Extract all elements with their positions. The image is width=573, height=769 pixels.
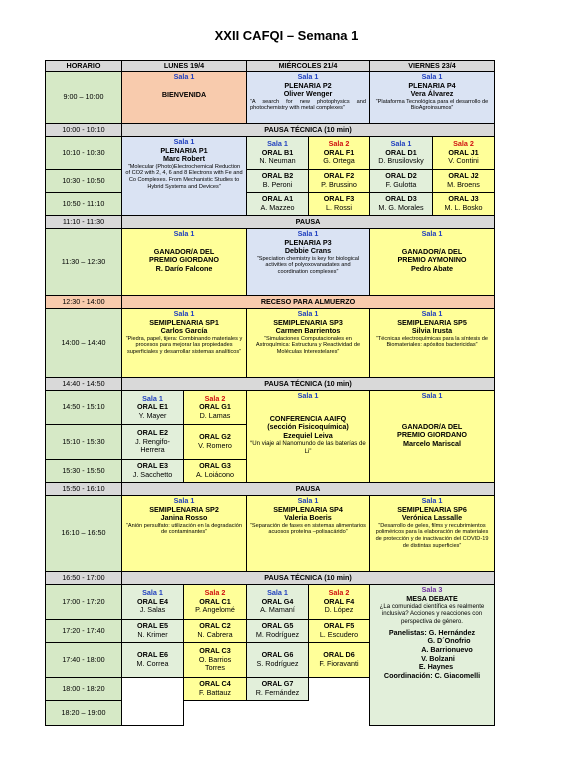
time-cell: 15:30 - 15:50 xyxy=(45,459,122,483)
oral-talk: ORAL C2 N. Cabrera xyxy=(183,619,247,643)
oral-talk: ORAL C4 F. Battauz xyxy=(183,677,247,701)
session-semiplenary-sp6: Sala 1 SEMIPLENARIA SP6 Verónica Lassalle “Desarrollo de geles, films y recubrimientos poliméricos para la elaboración de materiales de protección y de inactivación del COVID-19 de distintas superficies” xyxy=(369,495,495,572)
time-cell: 14:00 – 14:40 xyxy=(45,308,122,378)
time-cell: 17:40 - 18:00 xyxy=(45,642,122,678)
session-semiplenary-sp3: Sala 1 SEMIPLENARIA SP3 Carmen Barrientos “Simulaciones Computacionales en Astroquímica: Estructura y Reactividad de Moléculas Interestelares” xyxy=(246,308,370,378)
time-cell: 9:00 – 10:00 xyxy=(45,71,122,124)
header-viernes: VIERNES 23/4 xyxy=(369,60,495,72)
session-round-table: Sala 3 MESA DEBATE ¿La comunidad científica es realmente inclusiva? Acciones y reacciones con perspectiva de género. Panelistas: G. Hernández G. D´Onofrio A. Barrionuevo V. Bolzani E. Haynes Coordinación: C. Giacomelli xyxy=(369,584,495,726)
empty-cell xyxy=(121,677,184,726)
break-band: PAUSA TÉCNICA (10 min) xyxy=(121,377,495,391)
oral-talk: ORAL B2 B. Peroni xyxy=(246,169,309,193)
oral-talk: ORAL G5 M. Rodríguez xyxy=(246,619,309,643)
header-miercoles: MIÉRCOLES 21/4 xyxy=(246,60,370,72)
session-semiplenary-sp2: Sala 1 SEMIPLENARIA SP2 Janina Rosso “Anión persulfato: utilización en la degradación de contaminantes” xyxy=(121,495,247,572)
session-welcome: Sala 1 BIENVENIDA xyxy=(121,71,247,124)
oral-talk: ORAL D6 F. Fioravanti xyxy=(308,642,370,678)
session-semiplenary-sp5: Sala 1 SEMIPLENARIA SP5 Silvia Irusta “Técnicas electroquímicas para la síntesis de Biomateriales: apósitos bactericidas” xyxy=(369,308,495,378)
oral-talk: ORAL C3 O. Barrios Torres xyxy=(183,642,247,678)
oral-talk: ORAL J2 M. Broens xyxy=(432,169,495,193)
session-award-aymonino: Sala 1 GANADOR/A DEL PREMIO AYMONINO Pedro Abate xyxy=(369,228,495,296)
time-cell: 15:50 - 16:10 xyxy=(45,482,122,496)
oral-talk: Sala 1 ORAL D1 D. Brusilovsky xyxy=(369,136,433,170)
break-band: PAUSA TÉCNICA (10 min) xyxy=(121,123,495,137)
break-band: PAUSA xyxy=(121,215,495,229)
session-plenary-p1: Sala 1 PLENARIA P1 Marc Robert “Molecular (Photo)Electrochemical Reduction of CO2 with 2, 4, 6 and 8 Electrons with Fe and Co Complexes. From Mechanistic Studies to Hybrid Systems and Devices” xyxy=(121,136,247,216)
session-plenary-p4: Sala 1 PLENARIA P4 Vera Álvarez “Plataforma Tecnológica para el desarrollo de BioAgroinsumos” xyxy=(369,71,495,124)
oral-talk: Sala 2 ORAL F1 G. Ortega xyxy=(308,136,370,170)
oral-talk: Sala 1 ORAL G4 A. Mamaní xyxy=(246,584,309,620)
oral-talk: ORAL G7 R. Fernández xyxy=(246,677,309,701)
session-award-giordano: Sala 1 GANADOR/A DEL PREMIO GIORDANO R. Darío Falcone xyxy=(121,228,247,296)
oral-talk: Sala 2 ORAL F4 D. López xyxy=(308,584,370,620)
session-conference-aaifq: Sala 1 CONFERENCIA AAIFQ (sección Fisicoquímica) Ezequiel Leiva “Un viaje al Nanomundo de las baterías de Li” xyxy=(246,390,370,483)
time-cell: 16:10 – 16:50 xyxy=(45,495,122,572)
session-semiplenary-sp4: Sala 1 SEMIPLENARIA SP4 Valeria Boeris “Separación de fases en sistemas alimentarios acuosos proteína –polisacárido” xyxy=(246,495,370,572)
break-band: PAUSA xyxy=(121,482,495,496)
time-cell: 12:30 - 14:00 xyxy=(45,295,122,309)
header-lunes: LUNES 19/4 xyxy=(121,60,247,72)
time-cell: 16:50 - 17:00 xyxy=(45,571,122,585)
oral-talk: Sala 2 ORAL G1 D. Lamas xyxy=(183,390,247,425)
time-cell: 14:50 - 15:10 xyxy=(45,390,122,425)
oral-talk: ORAL D3 M. G. Morales xyxy=(369,192,433,216)
oral-talk: ORAL J3 M. L. Bosko xyxy=(432,192,495,216)
time-cell: 10:10 - 10:30 xyxy=(45,136,122,170)
time-cell: 14:40 - 14:50 xyxy=(45,377,122,391)
oral-talk: ORAL F2 P. Brussino xyxy=(308,169,370,193)
lunch-band: RECESO PARA ALMUERZO xyxy=(121,295,495,309)
oral-talk: ORAL D2 F. Gulotta xyxy=(369,169,433,193)
oral-talk: ORAL E6 M. Correa xyxy=(121,642,184,678)
oral-talk: ORAL G6 S. Rodríguez xyxy=(246,642,309,678)
time-cell: 17:20 - 17:40 xyxy=(45,619,122,643)
time-cell: 18:20 – 19:00 xyxy=(45,700,122,726)
time-cell: 15:10 - 15:30 xyxy=(45,424,122,460)
oral-talk: ORAL E5 N. Krimer xyxy=(121,619,184,643)
page-title: XXII CAFQI – Semana 1 xyxy=(214,28,359,43)
header-horario: HORARIO xyxy=(45,60,122,72)
time-cell: 18:00 - 18:20 xyxy=(45,677,122,701)
oral-talk: Sala 1 ORAL B1 N. Neuman xyxy=(246,136,309,170)
oral-talk: ORAL G3 A. Loiácono xyxy=(183,459,247,483)
oral-talk: ORAL E2 J. Rengifo- Herrera xyxy=(121,424,184,460)
session-award-giordano-2: Sala 1 GANADOR/A DEL PREMIO GIORDANO Marcelo Mariscal xyxy=(369,390,495,483)
time-cell: 10:30 - 10:50 xyxy=(45,169,122,193)
oral-talk: ORAL F3 L. Rossi xyxy=(308,192,370,216)
oral-talk: Sala 1 ORAL E1 Y. Mayer xyxy=(121,390,184,425)
oral-talk: ORAL E3 J. Sacchetto xyxy=(121,459,184,483)
oral-talk: Sala 2 ORAL J1 V. Contini xyxy=(432,136,495,170)
time-cell: 10:50 - 11:10 xyxy=(45,192,122,216)
time-cell: 10:00 - 10:10 xyxy=(45,123,122,137)
oral-talk: Sala 1 ORAL E4 J. Salas xyxy=(121,584,184,620)
time-cell: 11:10 - 11:30 xyxy=(45,215,122,229)
oral-talk: Sala 2 ORAL C1 P. Angelomé xyxy=(183,584,247,620)
session-semiplenary-sp1: Sala 1 SEMIPLENARIA SP1 Carlos García “Piedra, papel, tijera: Combinando materiales y procesos para mejorar las propiedades superficiales y desarrollar sistemas analíticos” xyxy=(121,308,247,378)
break-band: PAUSA TÉCNICA (10 min) xyxy=(121,571,495,585)
time-cell: 11:30 – 12:30 xyxy=(45,228,122,296)
oral-talk: ORAL A1 A. Mazzeo xyxy=(246,192,309,216)
session-plenary-p2: Sala 1 PLENARIA P2 Oliver Wenger “A search for new photophysics and photochemistry with metal complexes” xyxy=(246,71,370,124)
session-plenary-p3: Sala 1 PLENARIA P3 Debbie Crans “Speciation chemistry is key for biological activities of polyoxovanadates and coordination complexes” xyxy=(246,228,370,296)
oral-talk: ORAL G2 V. Romero xyxy=(183,424,247,460)
time-cell: 17:00 - 17:20 xyxy=(45,584,122,620)
oral-talk: ORAL F5 L. Escudero xyxy=(308,619,370,643)
